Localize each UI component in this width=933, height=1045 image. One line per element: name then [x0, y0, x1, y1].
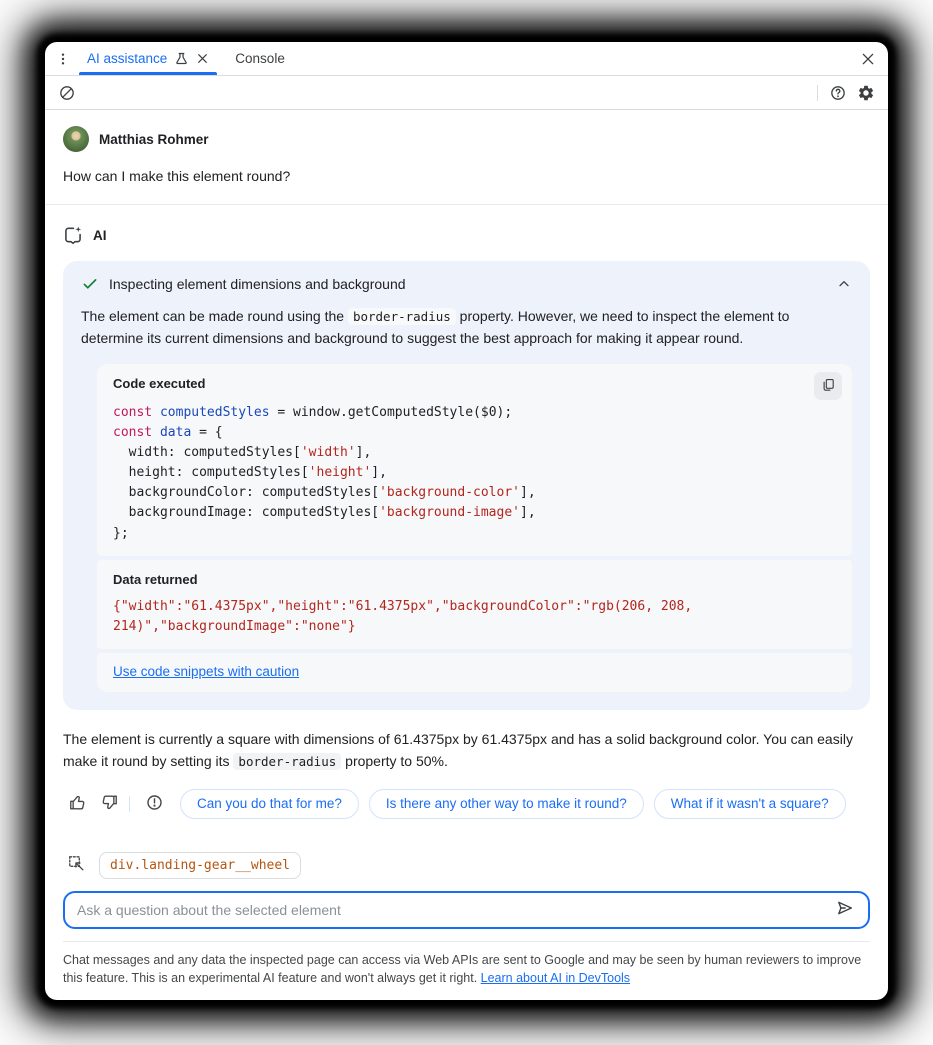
copy-icon — [821, 377, 836, 395]
step-header[interactable] — [81, 275, 852, 293]
gear-icon — [857, 84, 875, 102]
prompt-input[interactable] — [77, 902, 830, 918]
kebab-menu-icon — [55, 51, 71, 67]
paragraph-text: The element can be made round using the — [81, 308, 348, 324]
suggestion-chip[interactable]: What if it wasn't a square? — [654, 789, 846, 819]
check-icon — [81, 275, 99, 293]
kebab-menu-button[interactable] — [49, 42, 77, 75]
caution-box — [97, 653, 852, 692]
feedback-divider — [129, 796, 130, 812]
block-icon — [58, 84, 76, 102]
send-icon — [835, 898, 855, 921]
feedback-icons — [63, 790, 168, 818]
code-line: backgroundImage: computedStyles['background-image'], — [113, 505, 536, 521]
chat-scroll-area[interactable] — [45, 110, 888, 842]
tab-label: AI assistance — [87, 51, 168, 66]
thumb-down-icon — [100, 793, 119, 815]
caution-link[interactable]: Use code snippets with caution — [113, 664, 300, 680]
code-block — [113, 403, 836, 544]
suggestion-chip[interactable]: Is there any other way to make it round? — [369, 789, 644, 819]
avatar — [63, 126, 89, 152]
code-line: width: computedStyles['width'], — [113, 445, 372, 461]
selected-element-chip[interactable]: div.landing-gear__wheel — [99, 852, 301, 879]
element-picker-button[interactable] — [63, 852, 89, 878]
code-line: const computedStyles = window.getComputedStyle($0); — [113, 404, 513, 420]
code-executed-box — [97, 364, 852, 556]
user-name: Matthias Rohmer — [99, 131, 209, 147]
tab-close-icon[interactable] — [196, 52, 209, 65]
tab-label: Console — [235, 51, 285, 66]
code-line: height: computedStyles['height'], — [113, 465, 387, 481]
tab-ai-assistance[interactable] — [77, 42, 219, 75]
toolbar-divider — [817, 85, 818, 101]
ai-answer — [63, 728, 870, 773]
inline-code: border-radius — [233, 753, 341, 770]
experiment-flask-icon — [174, 51, 189, 66]
report-button[interactable] — [140, 790, 168, 818]
disclaimer-text: Chat messages and any data the inspected page can access via Web APIs are sent to Google and may be seen by human reviewers to improve this feature. This is an experimental AI feature and won't always get it right. — [63, 952, 862, 986]
ai-label: AI — [93, 227, 107, 243]
user-message-header — [63, 126, 870, 152]
answer-text: property to 50%. — [341, 753, 448, 770]
code-line: backgroundColor: computedStyles['background-color'], — [113, 485, 536, 501]
element-picker-icon — [67, 854, 86, 876]
thumbs-down-button[interactable] — [95, 790, 123, 818]
user-message: How can I make this element round? — [63, 168, 291, 184]
paragraph-text: property. However, we need to inspect the element to determine its current dimensions and background to suggest the best approach for making it appear round. — [81, 308, 790, 347]
help-icon — [829, 84, 847, 102]
window-close-button[interactable] — [854, 42, 882, 75]
help-button[interactable] — [824, 76, 852, 109]
ai-spark-bubble-icon — [63, 225, 83, 245]
devtools-ai-panel — [45, 42, 888, 1000]
clear-chat-button[interactable] — [53, 76, 81, 109]
code-line: const data = { — [113, 424, 223, 440]
message-divider — [45, 204, 888, 205]
ai-message-header — [63, 225, 870, 245]
copy-code-button[interactable] — [814, 372, 842, 400]
thumbs-up-button[interactable] — [63, 790, 91, 818]
window-close-icon — [860, 51, 876, 67]
step-paragraph — [81, 305, 852, 350]
prompt-input-container — [63, 891, 870, 929]
settings-button[interactable] — [852, 76, 880, 109]
answer-text: The element is currently a square with dimensions of 61.4375px by 61.4375px and has a solid background color. You can easily make it round by setting its — [63, 731, 853, 770]
data-returned-json: {"width":"61.4375px","height":"61.4375px","backgroundColor":"rgb(206, 208, 214)","backgroundImage":"none"} — [113, 598, 701, 634]
panel-toolbar — [45, 76, 888, 110]
selected-element-row — [63, 852, 870, 879]
disclaimer — [63, 941, 870, 1001]
code-box-group — [97, 364, 852, 692]
ai-step-card — [63, 261, 870, 710]
code-executed-title: Code executed — [113, 375, 206, 391]
step-title: Inspecting element dimensions and background — [109, 276, 406, 292]
inline-code: border-radius — [348, 308, 456, 325]
data-returned-title: Data returned — [113, 571, 198, 587]
data-returned-box — [97, 560, 852, 649]
suggestion-chips — [180, 789, 888, 819]
learn-more-link[interactable]: Learn about AI in DevTools — [480, 971, 631, 986]
send-button[interactable] — [830, 895, 860, 925]
tabbar-spacer — [301, 42, 854, 75]
report-icon — [145, 793, 164, 815]
tab-console[interactable] — [219, 42, 301, 75]
suggestion-chip[interactable]: Can you do that for me? — [180, 789, 359, 819]
code-line: }; — [113, 525, 129, 541]
tab-bar — [45, 42, 888, 76]
thumb-up-icon — [68, 793, 87, 815]
composer — [45, 842, 888, 1001]
chevron-up-icon[interactable] — [836, 276, 852, 292]
feedback-row — [63, 789, 888, 819]
